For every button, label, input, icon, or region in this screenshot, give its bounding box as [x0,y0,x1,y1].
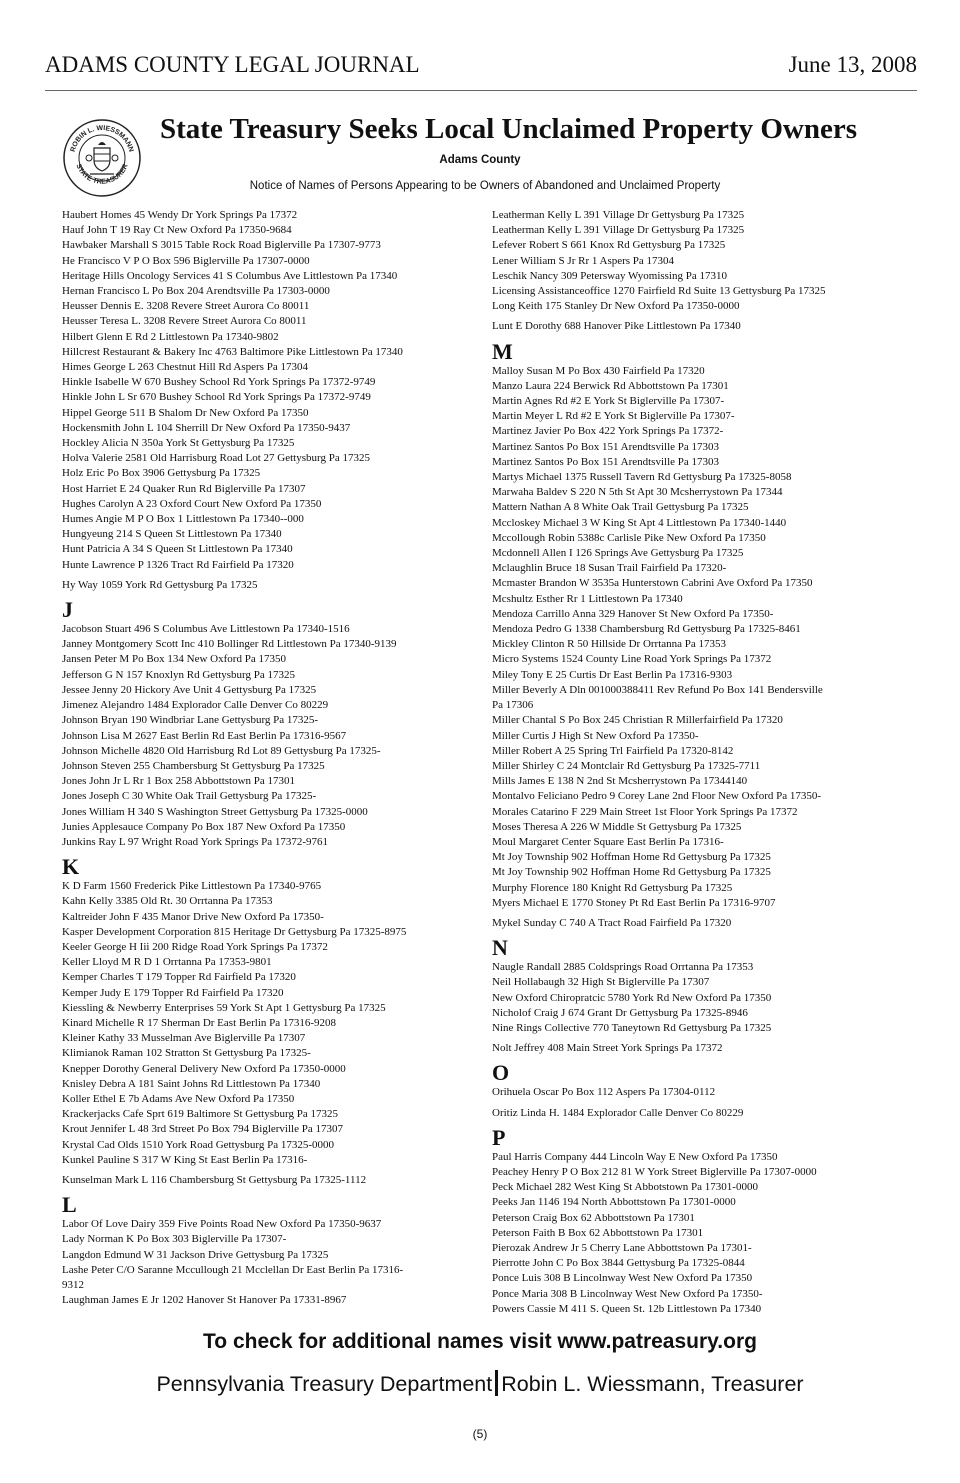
property-owner-entry: Nicholof Craig J 674 Grant Dr Gettysburg Pa 17325-8946 [492,1006,748,1019]
masthead [45,52,917,82]
property-owner-entry: Krout Jennifer L 48 3rd Street Po Box 794 Biglerville Pa 17307 [62,1123,343,1136]
property-owner-entry: Heusser Teresa L. 3208 Revere Street Aurora Co 80011 [62,315,307,328]
section-letter-j: J [62,597,73,623]
property-owner-entry: Leatherman Kelly L 391 Village Dr Gettysburg Pa 17325 [492,209,745,221]
property-owner-entry: Paul Harris Company 444 Lincoln Way E New Oxford Pa 17350 [492,1150,778,1163]
property-owner-entry: Moses Theresa A 226 W Middle St Gettysburg Pa 17325 [492,820,742,833]
property-owner-entry: Keeler George H Iii 200 Ridge Road York Springs Pa 17372 [62,940,328,953]
property-owner-entry: Ponce Maria 308 B Lincolnway West New Oxford Pa 17350- [492,1287,763,1300]
section-letter-k: K [62,854,80,880]
property-owner-entry: Labor Of Love Dairy 359 Five Points Road New Oxford Pa 17350-9637 [62,1218,382,1231]
property-owner-entry: Miller Curtis J High St New Oxford Pa 17350- [492,729,699,742]
property-owner-entry: Mccloskey Michael 3 W King St Apt 4 Littlestown Pa 17340-1440 [492,516,787,529]
property-owner-entry: Hungyeung 214 S Queen St Littlestown Pa 17340 [62,528,282,541]
section-letter-l: L [62,1192,77,1218]
county-subtitle: Adams County [439,154,521,166]
department-name: Pennsylvania Treasury Department [156,1372,493,1396]
property-owner-entry: Hilbert Glenn E Rd 2 Littlestown Pa 17340-9802 [62,330,279,343]
property-owner-entry: Peachey Henry P O Box 212 81 W York Street Biglerville Pa 17307-0000 [492,1165,817,1178]
property-owner-entry: Hauf John T 19 Ray Ct New Oxford Pa 17350-9684 [62,224,292,237]
property-owner-entry: Johnson Lisa M 2627 East Berlin Rd East Berlin Pa 17316-9567 [62,729,347,742]
property-owner-entry: Holva Valerie 2581 Old Harrisburg Road Lot 27 Gettysburg Pa 17325 [62,452,370,465]
property-owner-entry: Nine Rings Collective 770 Taneytown Rd Gettysburg Pa 17325 [492,1021,772,1034]
property-owner-entry: Hinkle John L Sr 670 Bushey School Rd York Springs Pa 17372-9749 [62,391,371,404]
property-owner-entry: Mccollough Robin 5388c Carlisle Pike New Oxford Pa 17350 [492,531,766,544]
property-owner-entry: Klimianok Raman 102 Stratton St Gettysburg Pa 17325- [62,1047,311,1060]
property-owner-entry: Mt Joy Township 902 Hoffman Home Rd Gettysburg Pa 17325 [492,866,771,879]
property-owner-entry: Langdon Edmund W 31 Jackson Drive Gettysburg Pa 17325 [62,1248,329,1261]
right-column [492,208,887,1317]
property-owner-entry: Mendoza Carrillo Anna 329 Hanover St New Oxford Pa 17350- [492,607,774,620]
property-owner-entry: Hunte Lawrence P 1326 Tract Rd Fairfield Pa 17320 [62,558,294,571]
property-owner-entry: Oritiz Linda H. 1484 Explorador Calle Denver Co 80229 [492,1106,744,1119]
property-owner-entry: Kahn Kelly 3385 Old Rt. 30 Orrtanna Pa 17353 [62,895,273,908]
property-owner-entry: Martin Agnes Rd #2 E York St Biglerville Pa 17307- [492,395,725,408]
property-owner-entry: Junies Applesauce Company Po Box 187 New Oxford Pa 17350 [62,820,346,833]
property-owner-entry: Pierrotte John C Po Box 3844 Gettysburg Pa 17325-0844 [492,1257,745,1270]
property-owner-entry: Haubert Homes 45 Wendy Dr York Springs Pa 17372 [62,209,298,221]
property-owner-entry: Kemper Charles T 179 Topper Rd Fairfield Pa 17320 [62,971,296,984]
property-owner-entry: K D Farm 1560 Frederick Pike Littlestown Pa 17340-9765 [62,880,322,893]
property-owner-entry: Mills James E 138 N 2nd St Mcsherrystown Pa 17344140 [492,775,748,788]
property-owner-entry: Powers Cassie M 411 S. Queen St. 12b Littlestown Pa 17340 [492,1302,762,1315]
property-owner-entry: Martin Meyer L Rd #2 E York St Biglerville Pa 17307- [492,410,735,423]
property-owner-entry: Heusser Dennis E. 3208 Revere Street Aurora Co 80011 [62,300,310,313]
property-owner-entry: Morales Catarino F 229 Main Street 1st Floor York Springs Pa 17372 [492,805,798,818]
property-owner-entry: Janney Montgomery Scott Inc 410 Bollinger Rd Littlestown Pa 17340-9139 [62,638,397,651]
page-number: (5) [472,1427,488,1441]
treasurer-name: Robin L. Wiessmann, Treasurer [501,1372,804,1396]
website-callout: To check for additional names visit www.patreasury.org [203,1330,757,1353]
property-owner-entry: Kleiner Kathy 33 Musselman Ave Biglerville Pa 17307 [62,1032,306,1045]
property-owner-entry: He Francisco V P O Box 596 Biglerville Pa 17307-0000 [62,254,310,267]
section-letter-m: M [492,338,513,364]
property-owner-entry: Hughes Carolyn A 23 Oxford Court New Oxford Pa 17350 [62,497,322,510]
property-owner-entry: Micro Systems 1524 County Line Road York Springs Pa 17372 [492,653,772,666]
property-owner-entry: Miley Tony E 25 Curtis Dr East Berlin Pa 17316-9303 [492,668,733,681]
property-owner-entry: Himes George L 263 Chestnut Hill Rd Aspers Pa 17304 [62,361,308,374]
property-owner-entry: Mcshultz Esther Rr 1 Littlestown Pa 17340 [492,592,683,605]
property-owner-entry: Pa 17306 [492,699,534,712]
property-owner-entry: Krackerjacks Cafe Sprt 619 Baltimore St Gettysburg Pa 17325 [62,1108,338,1121]
property-owner-entry: Leschik Nancy 309 Petersway Wyomissing Pa 17310 [492,269,727,282]
property-owner-entry: Miller Shirley C 24 Montclair Rd Gettysburg Pa 17325-7711 [492,759,761,772]
property-owner-entry: Mykel Sunday C 740 A Tract Road Fairfield Pa 17320 [492,916,732,929]
property-owner-entry: Moul Margaret Center Square East Berlin Pa 17316- [492,835,724,848]
property-owner-entry: Host Harriet E 24 Quaker Run Rd Biglerville Pa 17307 [62,482,306,495]
property-owner-entry: Malloy Susan M Po Box 430 Fairfield Pa 17320 [492,364,705,377]
property-owner-entry: Miller Beverly A Dln 001000388411 Rev Refund Po Box 141 Bendersville [492,683,823,696]
property-owner-entry: Krystal Cad Olds 1510 York Road Gettysburg Pa 17325-0000 [62,1138,335,1151]
property-owner-entry: Hockley Alicia N 350a York St Gettysburg Pa 17325 [62,437,295,450]
section-letter-n: N [492,935,508,961]
property-owner-entry: Lunt E Dorothy 688 Hanover Pike Littlestown Pa 17340 [492,320,741,333]
property-owner-entry: Kaltreider John F 435 Manor Drive New Oxford Pa 17350- [62,910,324,923]
publication-name: ADAMS COUNTY LEGAL JOURNAL [45,52,420,77]
property-owner-entry: Jones John Jr L Rr 1 Box 258 Abbottstown Pa 17301 [62,775,296,788]
section-letter-p: P [492,1124,506,1150]
property-owner-entry: Lashe Peter C/O Saranne Mccullough 21 Mcclellan Dr East Berlin Pa 17316- [62,1263,404,1276]
property-owner-entry: Mclaughlin Bruce 18 Susan Trail Fairfield Pa 17320- [492,562,727,575]
separator-bar [495,1370,498,1396]
property-owner-entry: Kunkel Pauline S 317 W King St East Berlin Pa 17316- [62,1153,308,1166]
property-owner-entry: Kunselman Mark L 116 Chambersburg St Gettysburg Pa 17325-1112 [62,1173,367,1186]
property-owner-entry: Jacobson Stuart 496 S Columbus Ave Littlestown Pa 17340-1516 [62,623,350,636]
property-owner-entry: Mt Joy Township 902 Hoffman Home Rd Gettysburg Pa 17325 [492,851,771,864]
property-owner-entry: Johnson Bryan 190 Windbriar Lane Gettysburg Pa 17325- [62,714,319,727]
property-owner-entry: Johnson Steven 255 Chambersburg St Gettysburg Pa 17325 [62,759,325,772]
property-owner-entry: Junkins Ray L 97 Wright Road York Springs Pa 17372-9761 [62,835,329,848]
notice-text: Notice of Names of Persons Appearing to be Owners of Abandoned and Unclaimed Property [249,180,721,192]
property-owner-entry: Martinez Javier Po Box 422 York Springs Pa 17372- [492,425,724,438]
seal-top-text: ROBIN L. WIESSMANN [69,124,135,153]
property-owner-entry: Peck Michael 282 West King St Abbotstown Pa 17301-0000 [492,1181,758,1194]
property-owner-entry: Kinard Michelle R 17 Sherman Dr East Berlin Pa 17316-9208 [62,1016,337,1029]
property-owner-entry: Lener William S Jr Rr 1 Aspers Pa 17304 [492,254,675,267]
property-owner-entry: Manzo Laura 224 Berwick Rd Abbottstown Pa 17301 [492,379,729,392]
property-owner-entry: Montalvo Feliciano Pedro 9 Corey Lane 2nd Floor New Oxford Pa 17350- [492,790,822,803]
property-owner-entry: Murphy Florence 180 Knight Rd Gettysburg Pa 17325 [492,881,733,894]
property-owner-entry: Holz Eric Po Box 3906 Gettysburg Pa 17325 [62,467,261,480]
property-owner-entry: Knepper Dorothy General Delivery New Oxford Pa 17350-0000 [62,1062,346,1075]
property-owner-entry: Hunt Patricia A 34 S Queen St Littlestown Pa 17340 [62,543,293,556]
property-owner-entry: Mendoza Pedro G 1338 Chambersburg Rd Gettysburg Pa 17325-8461 [492,623,801,636]
left-column [62,208,477,1308]
property-owner-entry: 9312 [62,1279,84,1291]
property-owner-entry: New Oxford Chiropratcic 5780 York Rd New Oxford Pa 17350 [492,991,772,1004]
property-owner-entry: Johnson Michelle 4820 Old Harrisburg Rd Lot 89 Gettysburg Pa 17325- [62,744,381,757]
property-owner-entry: Jefferson G N 157 Knoxlyn Rd Gettysburg Pa 17325 [62,668,296,681]
property-owner-entry: Martinez Santos Po Box 151 Arendtsville Pa 17303 [492,440,720,453]
property-owner-entry: Lady Norman K Po Box 303 Biglerville Pa 17307- [62,1233,287,1246]
property-owner-entry: Pierozak Andrew Jr 5 Cherry Lane Abbottstown Pa 17301- [492,1241,752,1254]
property-owner-entry: Jimenez Alejandro 1484 Explorador Calle Denver Co 80229 [62,699,329,712]
issue-date: June 13, 2008 [788,52,917,77]
property-owner-entry: Martys Michael 1375 Russell Tavern Rd Gettysburg Pa 17325-8058 [492,471,792,484]
property-owner-entry: Lefever Robert S 661 Knox Rd Gettysburg Pa 17325 [492,239,726,252]
property-owner-entry: Kemper Judy E 179 Topper Rd Fairfield Pa 17320 [62,986,284,999]
property-owner-entry: Nolt Jeffrey 408 Main Street York Springs Pa 17372 [492,1042,723,1055]
property-owner-entry: Licensing Assistanceoffice 1270 Fairfield Rd Suite 13 Gettysburg Pa 17325 [492,285,826,298]
property-owner-entry: Leatherman Kelly L 391 Village Dr Gettysburg Pa 17325 [492,224,745,237]
property-owner-entry: Martinez Santos Po Box 151 Arendtsville Pa 17303 [492,455,720,468]
property-owner-entry: Long Keith 175 Stanley Dr New Oxford Pa 17350-0000 [492,300,740,313]
property-owner-entry: Peterson Faith B Box 62 Abbottstown Pa 17301 [492,1226,704,1239]
property-owner-entry: Koller Ethel E 7b Adams Ave New Oxford Pa 17350 [62,1092,295,1105]
property-owner-entry: Ponce Luis 308 B Lincolnway West New Oxford Pa 17350 [492,1272,753,1285]
property-owner-entry: Miller Robert A 25 Spring Trl Fairfield Pa 17320-8142 [492,744,734,757]
property-owner-entry: Knisley Debra A 181 Saint Johns Rd Littlestown Pa 17340 [62,1077,321,1090]
property-owner-entry: Mickley Clinton R 50 Hillside Dr Orrtanna Pa 17353 [492,638,727,651]
property-owner-entry: Hillcrest Restaurant & Bakery Inc 4763 Baltimore Pike Littlestown Pa 17340 [62,345,403,358]
header-rule [45,90,917,91]
page-title: State Treasury Seeks Local Unclaimed Property Owners [160,113,858,145]
property-owner-entry: Jones William H 340 S Washington Street Gettysburg Pa 17325-0000 [62,805,368,818]
property-owner-entry: Hockensmith John L 104 Sherrill Dr New Oxford Pa 17350-9437 [62,421,351,434]
property-owner-entry: Hippel George 511 B Shalom Dr New Oxford Pa 17350 [62,406,309,419]
property-owner-entry: Peterson Craig Box 62 Abbottstown Pa 17301 [492,1211,695,1224]
section-letter-o: O [492,1060,510,1086]
seal-bottom-text: STATE TREASURER [74,163,130,186]
property-owner-entry: Kasper Development Corporation 815 Heritage Dr Gettysburg Pa 17325-8975 [62,925,407,938]
property-owner-entry: Humes Angie M P O Box 1 Littlestown Pa 17340--000 [62,513,304,526]
property-owner-entry: Naugle Randall 2885 Coldsprings Road Orrtanna Pa 17353 [492,961,754,974]
property-owner-entry: Jessee Jenny 20 Hickory Ave Unit 4 Gettysburg Pa 17325 [62,683,317,696]
property-owner-entry: Jansen Peter M Po Box 134 New Oxford Pa 17350 [62,653,286,666]
property-owner-entry: Peeks Jan 1146 194 North Abbottstown Pa 17301-0000 [492,1196,736,1209]
property-owner-entry: Hinkle Isabelle W 670 Bushey School Rd York Springs Pa 17372-9749 [62,376,376,389]
property-owner-entry: Mcdonnell Allen I 126 Springs Ave Gettysburg Pa 17325 [492,547,744,560]
property-owner-entry: Keller Lloyd M R D 1 Orrtanna Pa 17353-9801 [62,956,272,969]
property-owner-entry: Jones Joseph C 30 White Oak Trail Gettysburg Pa 17325- [62,790,317,803]
property-owner-entry: Laughman James E Jr 1202 Hanover St Hanover Pa 17331-8967 [62,1294,347,1307]
property-owner-entry: Neil Hollabaugh 32 High St Biglerville Pa 17307 [492,976,710,989]
property-owner-entry: Marwaha Baldev S 220 N 5th St Apt 30 Mcsherrystown Pa 17344 [492,486,783,499]
property-owner-entry: Hernan Francisco L Po Box 204 Arendtsville Pa 17303-0000 [62,285,330,298]
property-owner-entry: Mcmaster Brandon W 3535a Hunterstown Cabrini Ave Oxford Pa 17350 [492,577,813,590]
property-owner-entry: Heritage Hills Oncology Services 41 S Columbus Ave Littlestown Pa 17340 [62,269,398,282]
property-owner-entry: Hawbaker Marshall S 3015 Table Rock Road Biglerville Pa 17307-9773 [62,239,381,252]
property-owner-entry: Myers Michael E 1770 Stoney Pt Rd East Berlin Pa 17316-9707 [492,896,776,909]
property-owner-entry: Hy Way 1059 York Rd Gettysburg Pa 17325 [62,578,258,591]
property-owner-entry: Miller Chantal S Po Box 245 Christian R Millerfairfield Pa 17320 [492,714,783,727]
property-owner-entry: Orihuela Oscar Po Box 112 Aspers Pa 17304-0112 [492,1086,716,1099]
property-owner-entry: Mattern Nathan A 8 White Oak Trail Gettysburg Pa 17325 [492,501,749,514]
department-line [0,1370,960,1397]
property-owner-entry: Kiessling & Newberry Enterprises 59 York St Apt 1 Gettysburg Pa 17325 [62,1001,386,1014]
